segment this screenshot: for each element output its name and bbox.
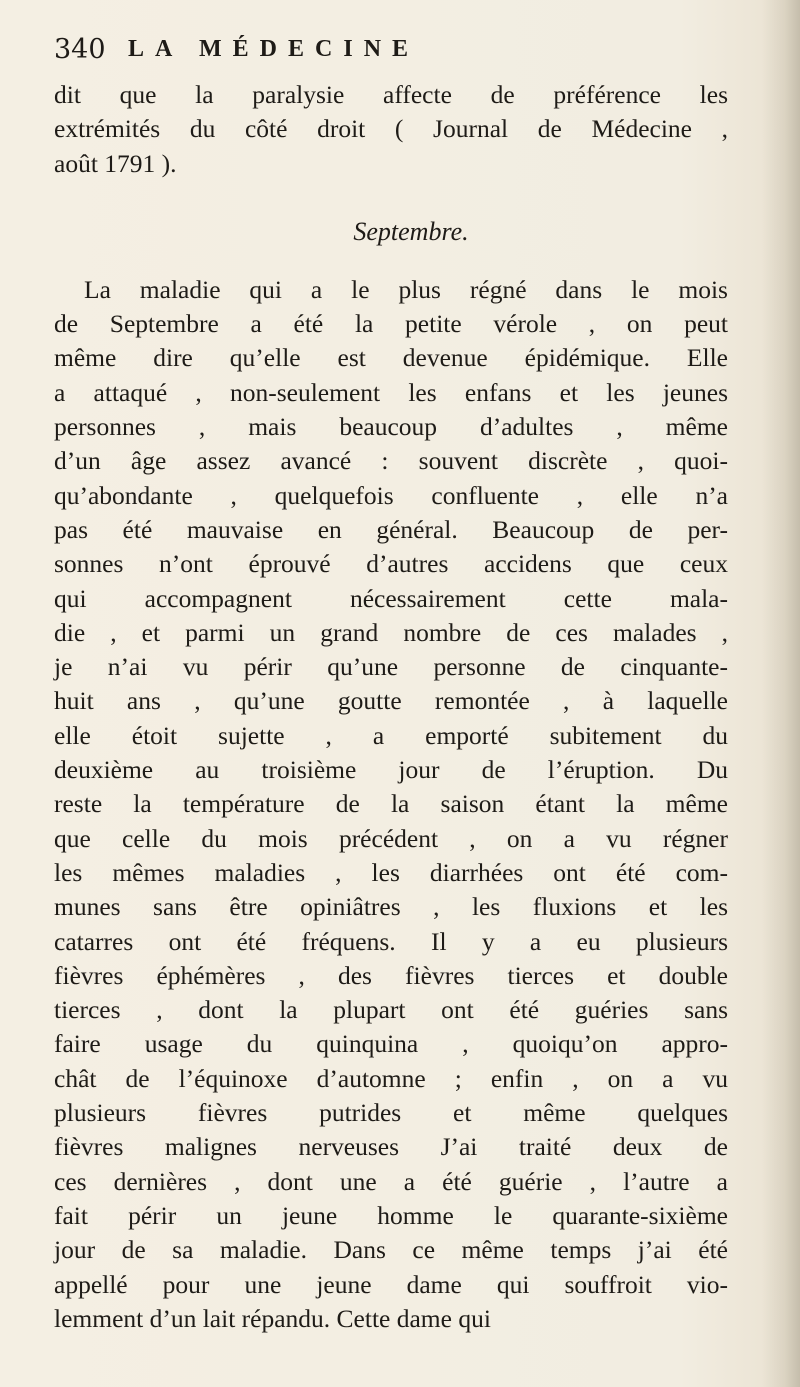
- page-header: [54, 34, 614, 70]
- page-gutter-shadow: [762, 0, 800, 1387]
- text-line: pas été mauvaise en général. Beaucoup de per-: [54, 514, 728, 544]
- text-line: fièvres éphémères , des fièvres tierces et double: [54, 960, 728, 990]
- text-line: jour de sa maladie. Dans ce même temps j’ai été: [54, 1235, 728, 1265]
- text-line: ces dernières , dont une a été guérie , l’autre a: [54, 1166, 728, 1196]
- text-line: faire usage du quinquina , quoiqu’on appro-: [54, 1029, 728, 1059]
- text-line: appellé pour une jeune dame qui souffroit vio-: [54, 1269, 728, 1299]
- text-line: les mêmes maladies , les diarrhées ont été com-: [54, 857, 728, 887]
- text-line: elle étoit sujette , a emporté subitement du: [54, 720, 728, 750]
- text-line: die , et parmi un grand nombre de ces malades ,: [54, 617, 728, 647]
- text-line: je n’ai vu périr qu’une personne de cinquante-: [54, 652, 728, 682]
- text-line: reste la température de la saison étant la même: [54, 789, 728, 819]
- text-line: a attaqué , non-seulement les enfans et les jeunes: [54, 377, 728, 407]
- text-line: même dire qu’elle est devenue épidémique. Elle: [54, 343, 728, 373]
- text-line: qui accompagnent nécessairement cette mala-: [54, 583, 728, 613]
- section-title: Septembre.: [353, 216, 469, 246]
- text-line: extrémités du côté droit ( Journal de Médecine ,: [54, 114, 728, 144]
- text-line: dit que la paralysie affecte de préférence les: [54, 80, 728, 109]
- body-text: [54, 78, 728, 1336]
- running-head: LA MÉDECINE: [128, 36, 420, 62]
- text-line: munes sans être opiniâtres , les fluxions et les: [54, 892, 728, 922]
- text-line: huit ans , qu’une goutte remontée , à laquelle: [54, 686, 728, 716]
- text-line: lemment d’un lait répandu. Cette dame qui: [54, 1303, 491, 1333]
- text-line: personnes , mais beaucoup d’adultes , même: [54, 412, 728, 442]
- text-line: deuxième au troisième jour de l’éruption. Du: [54, 755, 728, 785]
- page-number: 340: [54, 34, 106, 65]
- text-line: fièvres malignes nerveuses J’ai traité deux de: [54, 1132, 728, 1162]
- text-line: sonnes n’ont éprouvé d’autres accidens que ceux: [54, 549, 728, 579]
- text-line: d’un âge assez avancé : souvent discrète , quoi-: [54, 446, 728, 476]
- text-line: qu’abondante , quelquefois confluente , elle n’a: [54, 480, 728, 510]
- text-line: chât de l’équinoxe d’automne ; enfin , on a vu: [54, 1063, 728, 1093]
- text-line: tierces , dont la plupart ont été guéries sans: [54, 995, 728, 1025]
- text-line: que celle du mois précédent , on a vu régner: [54, 823, 728, 853]
- paragraph-1: [54, 78, 728, 181]
- text-line: plusieurs fièvres putrides et même quelques: [54, 1098, 728, 1128]
- text-line: catarres ont été fréquens. Il y a eu plusieurs: [54, 926, 728, 956]
- paragraph-2: [54, 273, 728, 1336]
- text-line: de Septembre a été la petite vérole , on peut: [54, 309, 728, 339]
- text-line: La maladie qui a le plus régné dans le mois: [84, 274, 728, 304]
- text-line: août 1791 ).: [54, 148, 177, 178]
- text-line: fait périr un jeune homme le quarante-sixième: [54, 1200, 728, 1230]
